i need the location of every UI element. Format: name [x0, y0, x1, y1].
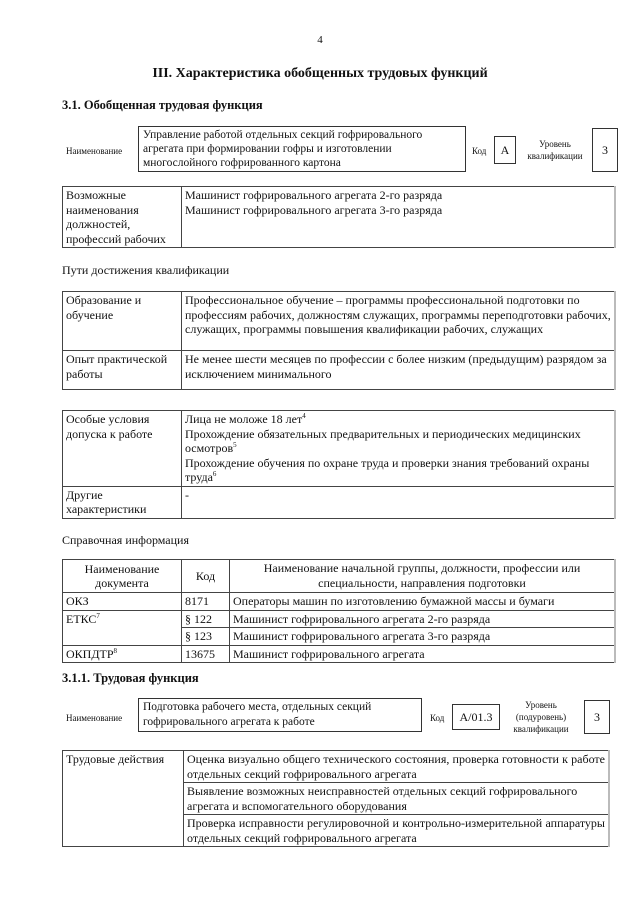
reference-heading: Справочная информация: [62, 533, 189, 547]
reference-table: [62, 559, 616, 663]
ref-name: Машинист гофрировального агрегата 3-го разряда: [230, 628, 616, 646]
ref-col-doc: Наименование документа: [63, 560, 182, 593]
condition-item: Прохождение обязательных предварительных и периодических медицинских осмотров$^5$: [185, 426, 581, 455]
action-item: Оценка визуально общего технического состояния, проверка готовности к работе отдельных секций гофрировального агрегата: [184, 751, 610, 783]
position-item: Машинист гофрировального агрегата 3-го разряда: [185, 202, 443, 217]
table-row: [63, 610, 616, 628]
ref-doc: ОКПДТР$^8$: [63, 645, 182, 663]
tf-code-label: Код: [430, 713, 445, 723]
ref-code: 13675: [182, 645, 230, 663]
qual-paths-heading: Пути достижения квалификации: [62, 263, 230, 277]
ref-doc: ЕТКС$^7$: [63, 610, 182, 645]
action-item: Проверка исправности регулировочной и контрольно-измерительной аппаратуры отдельных секций гофрировального агрегата: [184, 815, 610, 847]
tf-heading: 3.1.1. Трудовая функция: [62, 671, 199, 685]
tf-name-value: Подготовка рабочего места, отдельных секций гофрировального агрегата к работе: [138, 698, 422, 732]
gtf-heading: 3.1. Обобщенная трудовая функция: [62, 98, 263, 112]
ref-code: § 123: [182, 628, 230, 646]
other-label: Другие характеристики: [63, 486, 182, 518]
gtf-code-label: Код: [472, 146, 487, 156]
gtf-level-value: 3: [592, 128, 618, 172]
gtf-code-value: А: [494, 136, 516, 164]
table-row: [63, 593, 616, 611]
tf-name-label: Наименование: [66, 713, 123, 723]
experience-label: Опыт практической работы: [63, 351, 182, 390]
ref-doc: ОКЗ: [63, 593, 182, 611]
gtf-level-label: Уровень квалификации: [527, 139, 583, 161]
ref-name: Операторы машин по изготовлению бумажной массы и бумаги: [230, 593, 616, 611]
tf-level-label: Уровень (подуровень) квалификации: [513, 700, 569, 734]
conditions-table: [62, 410, 616, 519]
qual-table: [62, 291, 616, 390]
positions-values: [182, 187, 616, 248]
condition-item: Прохождение обучения по охране труда и проверки знания требований охраны труда$^6$: [185, 455, 590, 484]
education-value: Профессиональное обучение – программы профессиональной подготовки по профессиям рабочих, должностям служащих, программы переподготовки рабочих, служащих, программы повышения квалификации рабочих, служащих: [182, 292, 616, 351]
ref-code: 8171: [182, 593, 230, 611]
action-item: Выявление возможных неисправностей отдельных секций гофрировального агрегата и вспомогательного оборудования: [184, 783, 610, 815]
section-title: III. Характеристика обобщенных трудовых функций: [152, 66, 488, 81]
ref-code: § 122: [182, 610, 230, 628]
table-row: [63, 645, 616, 663]
ref-col-code: Код: [182, 560, 230, 593]
actions-label: Трудовые действия: [63, 751, 184, 847]
experience-value: Не менее шести месяцев по профессии с более низким (предыдущим) разрядом за исключением минимального: [182, 351, 616, 390]
ref-name: Машинист гофрировального агрегата: [230, 645, 616, 663]
page-number: 4: [317, 34, 323, 46]
ref-name: Машинист гофрировального агрегата 2-го разряда: [230, 610, 616, 628]
gtf-name-label: Наименование: [66, 146, 123, 156]
education-label: Образование и обучение: [63, 292, 182, 351]
positions-table: [62, 186, 616, 248]
tf-code-value: A/01.3: [452, 704, 500, 730]
positions-label: Возможные наименования должностей, профессий рабочих: [63, 187, 182, 248]
conditions-values: [182, 411, 616, 487]
gtf-name-value: Управление работой отдельных секций гофрировального агрегата при формировании гофры и изготовлении многослойного гофрированного картона: [138, 126, 466, 172]
conditions-label: Особые условия допуска к работе: [63, 411, 182, 487]
condition-item: Лица не моложе 18 лет$^4$: [185, 412, 306, 426]
ref-col-name: Наименование начальной группы, должности, профессии или специальности, направления подготовки: [230, 560, 616, 593]
position-item: Машинист гофрировального агрегата 2-го разряда: [185, 188, 443, 202]
actions-table: [62, 750, 610, 847]
tf-level-value: 3: [584, 700, 610, 734]
other-value: -: [182, 486, 616, 518]
